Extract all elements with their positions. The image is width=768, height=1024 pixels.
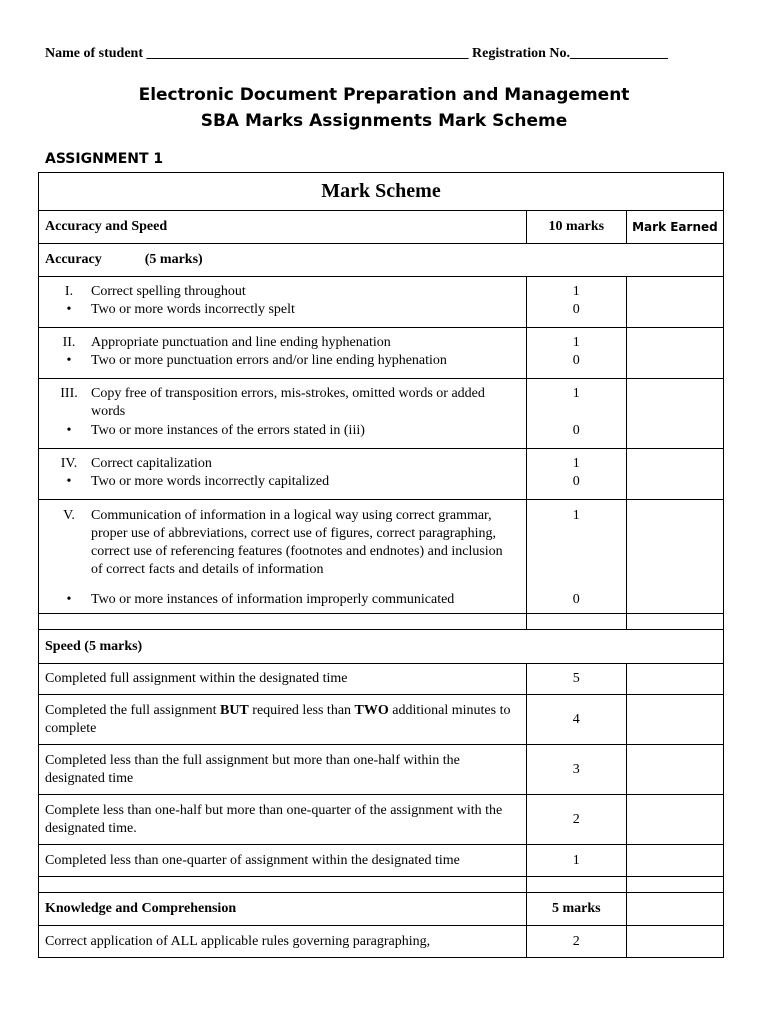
table-row (39, 664, 724, 695)
roman-numeral: III. (60, 386, 78, 401)
mark-earned-cell[interactable] (626, 379, 723, 449)
speed-mark: 2 (526, 795, 626, 845)
speed-text: required less than (248, 702, 355, 718)
table-row (39, 745, 724, 795)
table-row (39, 926, 724, 958)
criterion-cell (39, 277, 527, 328)
mark-earned-cell[interactable] (626, 449, 723, 500)
speed-text: additional minutes to complete (45, 702, 511, 736)
speed-heading-row (39, 630, 724, 664)
speed-text: Complete less than one-half but more than one-quarter of the assignment with the designated time. (45, 802, 503, 836)
accuracy-marks: (5 marks) (144, 252, 203, 267)
marks-cell (526, 328, 626, 379)
criterion-text: Correct spelling throughout (91, 284, 246, 299)
accuracy-speed-label: Accuracy and Speed (39, 211, 527, 244)
table-row (39, 379, 724, 449)
deduction-mark: 0 (572, 353, 580, 368)
knowledge-criterion: Correct application of ALL applicable rules governing paragraphing, (39, 926, 527, 958)
accuracy-speed-row (39, 211, 724, 244)
registration-label: Registration No. (472, 46, 570, 61)
deduction-mark: 0 (572, 302, 580, 317)
knowledge-heading: Knowledge and Comprehension (39, 893, 527, 926)
knowledge-heading-row (39, 893, 724, 926)
roman-numeral: II. (62, 335, 76, 350)
accuracy-label: Accuracy (45, 252, 102, 267)
deduction-mark: 0 (572, 592, 580, 607)
bullet-icon: • (66, 353, 72, 368)
document-title: Electronic Document Preparation and Management (138, 85, 630, 105)
criterion-mark: 1 (572, 508, 580, 523)
mark-scheme-table (38, 172, 724, 958)
deduction-text: Two or more instances of information improperly communicated (91, 592, 455, 607)
marks-cell (526, 277, 626, 328)
bullet-icon: • (66, 592, 72, 607)
accuracy-speed-marks: 10 marks (526, 211, 626, 244)
mark-earned-cell[interactable] (626, 795, 723, 845)
mark-earned-cell[interactable] (626, 926, 723, 958)
roman-numeral: V. (63, 508, 75, 523)
speed-criterion (39, 664, 527, 695)
criterion-mark: 1 (572, 386, 580, 401)
accuracy-heading-row (39, 244, 724, 277)
deduction-text: Two or more words incorrectly spelt (91, 302, 295, 317)
name-label: Name of student (45, 46, 143, 61)
deduction-mark: 0 (572, 474, 580, 489)
criterion-cell (39, 500, 527, 614)
speed-criterion (39, 845, 527, 877)
speed-text: Completed less than one-quarter of assignment within the designated time (45, 852, 460, 868)
criterion-mark: 1 (572, 284, 580, 299)
mark-earned-cell[interactable] (626, 500, 723, 614)
mark-earned-header: Mark Earned (626, 211, 723, 244)
name-blank[interactable]: ______________________________________________ (146, 46, 469, 61)
speed-mark: 5 (526, 664, 626, 695)
table-row (39, 500, 724, 614)
speed-mark: 4 (526, 695, 626, 745)
table-row (39, 695, 724, 745)
accuracy-heading (39, 244, 724, 277)
speed-text: Completed less than the full assignment but more than one-half within the designated time (45, 752, 460, 786)
criterion-cell (39, 328, 527, 379)
table-row (39, 795, 724, 845)
spacer-row (39, 877, 724, 893)
mark-earned-cell[interactable] (626, 745, 723, 795)
speed-heading: Speed (5 marks) (39, 630, 724, 664)
bullet-icon: • (66, 302, 72, 317)
knowledge-mark: 2 (526, 926, 626, 958)
mark-earned-cell[interactable] (626, 695, 723, 745)
bullet-icon: • (66, 474, 72, 489)
criterion-mark: 1 (572, 335, 580, 350)
roman-numeral: I. (64, 284, 74, 299)
speed-emphasis: BUT (219, 702, 249, 718)
speed-text: Completed full assignment within the designated time (45, 671, 348, 686)
criterion-text: Copy free of transposition errors, mis-strokes, omitted words or added words (91, 386, 485, 419)
speed-criterion (39, 795, 527, 845)
table-title: Mark Scheme (39, 173, 724, 211)
roman-numeral: IV. (60, 456, 78, 471)
marks-cell (526, 500, 626, 614)
criterion-text: Appropriate punctuation and line ending hyphenation (91, 335, 391, 350)
spacer-row (39, 614, 724, 630)
criterion-text: Communication of information in a logical way using correct grammar, proper use of abbreviations, correct use of figures, correct paragraphing, correct use of referencing features (footnotes and endnotes) and inclusion of correct facts and details of information (91, 508, 503, 577)
table-row (39, 449, 724, 500)
speed-criterion (39, 695, 527, 745)
table-row (39, 845, 724, 877)
speed-mark: 1 (526, 845, 626, 877)
speed-criterion (39, 745, 527, 795)
table-row (39, 277, 724, 328)
marks-cell (526, 449, 626, 500)
mark-earned-cell[interactable] (626, 893, 723, 926)
speed-mark: 3 (526, 745, 626, 795)
student-header (45, 46, 725, 62)
marks-cell (526, 379, 626, 449)
criterion-text: Correct capitalization (91, 456, 212, 471)
criterion-cell (39, 449, 527, 500)
mark-earned-cell[interactable] (626, 277, 723, 328)
deduction-mark: 0 (572, 423, 580, 438)
deduction-text: Two or more words incorrectly capitalized (91, 474, 330, 489)
speed-text: Completed the full assignment (45, 702, 220, 718)
criterion-cell (39, 379, 527, 449)
deduction-text: Two or more instances of the errors stated in (iii) (91, 423, 365, 438)
criterion-mark: 1 (572, 456, 580, 471)
mark-earned-cell[interactable] (626, 328, 723, 379)
assignment-label: ASSIGNMENT 1 (45, 151, 164, 167)
table-row (39, 328, 724, 379)
speed-emphasis: TWO (354, 702, 389, 718)
deduction-text: Two or more punctuation errors and/or line ending hyphenation (91, 353, 447, 368)
document-subtitle: SBA Marks Assignments Mark Scheme (200, 111, 568, 131)
knowledge-marks: 5 marks (526, 893, 626, 926)
mark-earned-cell[interactable] (626, 845, 723, 877)
mark-earned-cell[interactable] (626, 664, 723, 695)
registration-blank[interactable]: ______________ (570, 46, 668, 61)
table-title-row (39, 173, 724, 211)
bullet-icon: • (66, 423, 72, 438)
